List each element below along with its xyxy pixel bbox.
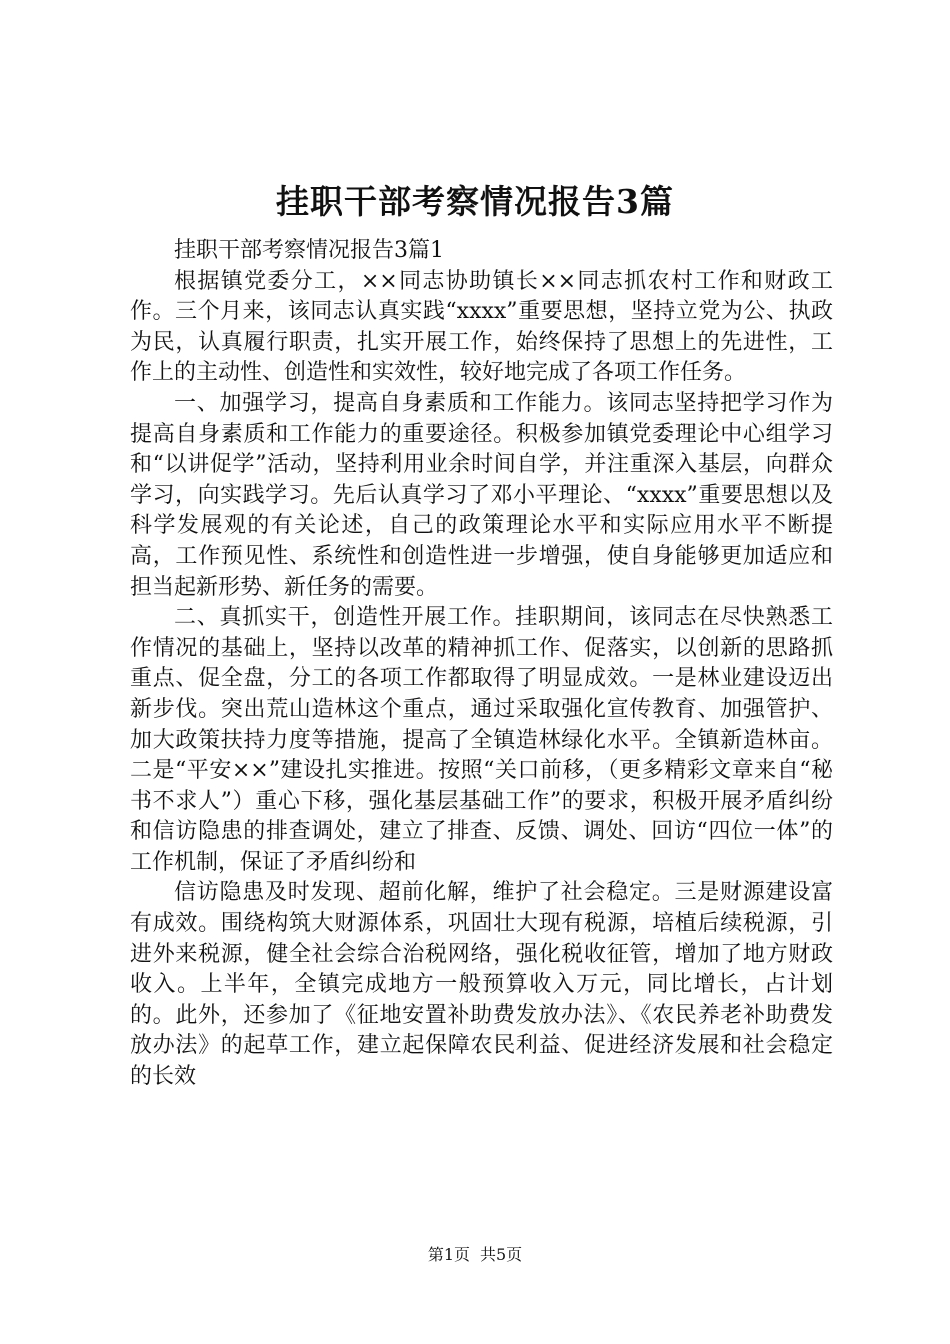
page-total: 共5页 — [480, 1245, 523, 1264]
paragraph-work-continued: 信访隐患及时发现、超前化解，维护了社会稳定。三是财源建设富有成效。围绕构筑大财源体系，巩固壮大现有税源，培植后续税源，引进外来税源，健全社会综合治税网络，强化税收征管，增加了地方财政收入。上半年，全镇完成地方一般预算收入万元，同比增长，占计划的。此外，还参加了《征地安置补助费发放办法》、《农民养老补助费发放办法》的起草工作，建立起保障农民利益、促进经济发展和社会稳定的长效 — [130, 880, 833, 1090]
page-number: 第1页 — [427, 1245, 470, 1264]
page-footer — [0, 1245, 950, 1265]
section-heading: 挂职干部考察情况报告3篇1 — [174, 238, 444, 263]
paragraph-study: 一、加强学习，提高自身素质和工作能力。该同志坚持把学习作为提高自身素质和工作能力的重要途径。积极参加镇党委理论中心组学习和“以讲促学”活动，坚持利用业余时间自学，并注重深入基层，向群众学习，向实践学习。先后认真学习了邓小平理论、“xxxx”重要思想以及科学发展观的有关论述，自己的政策理论水平和实际应用水平不断提高，工作预见性、系统性和创造性进一步增强，使自身能够更加适应和担当起新形势、新任务的需要。 — [130, 390, 833, 600]
document-body — [130, 236, 833, 1093]
document-title: 挂职干部考察情况报告3篇 — [276, 182, 674, 221]
paragraph-work: 二、真抓实干，创造性开展工作。挂职期间，该同志在尽快熟悉工作情况的基础上，坚持以改革的精神抓工作、促落实，以创新的思路抓重点、促全盘，分工的各项工作都取得了明显成效。一是林业建设迈出新步伐。突出荒山造林这个重点，通过采取强化宣传教育、加强管护、加大政策扶持力度等措施，提高了全镇造林绿化水平。全镇新造林亩。二是“平安××”建设扎实推进。按照“关口前移，（更多精彩文章来自“秘书不求人”）重心下移，强化基层基础工作”的要求，积极开展矛盾纠纷和信访隐患的排查调处，建立了排查、反馈、调处、回访“四位一体”的工作机制，保证了矛盾纠纷和 — [130, 605, 833, 875]
paragraph-intro: 根据镇党委分工，××同志协助镇长××同志抓农村工作和财政工作。三个月来，该同志认真实践“xxxx”重要思想，坚持立党为公、执政为民，认真履行职责，扎实开展工作，始终保持了思想上的先进性，工作上的主动性、创造性和实效性，较好地完成了各项工作任务。 — [130, 268, 833, 386]
